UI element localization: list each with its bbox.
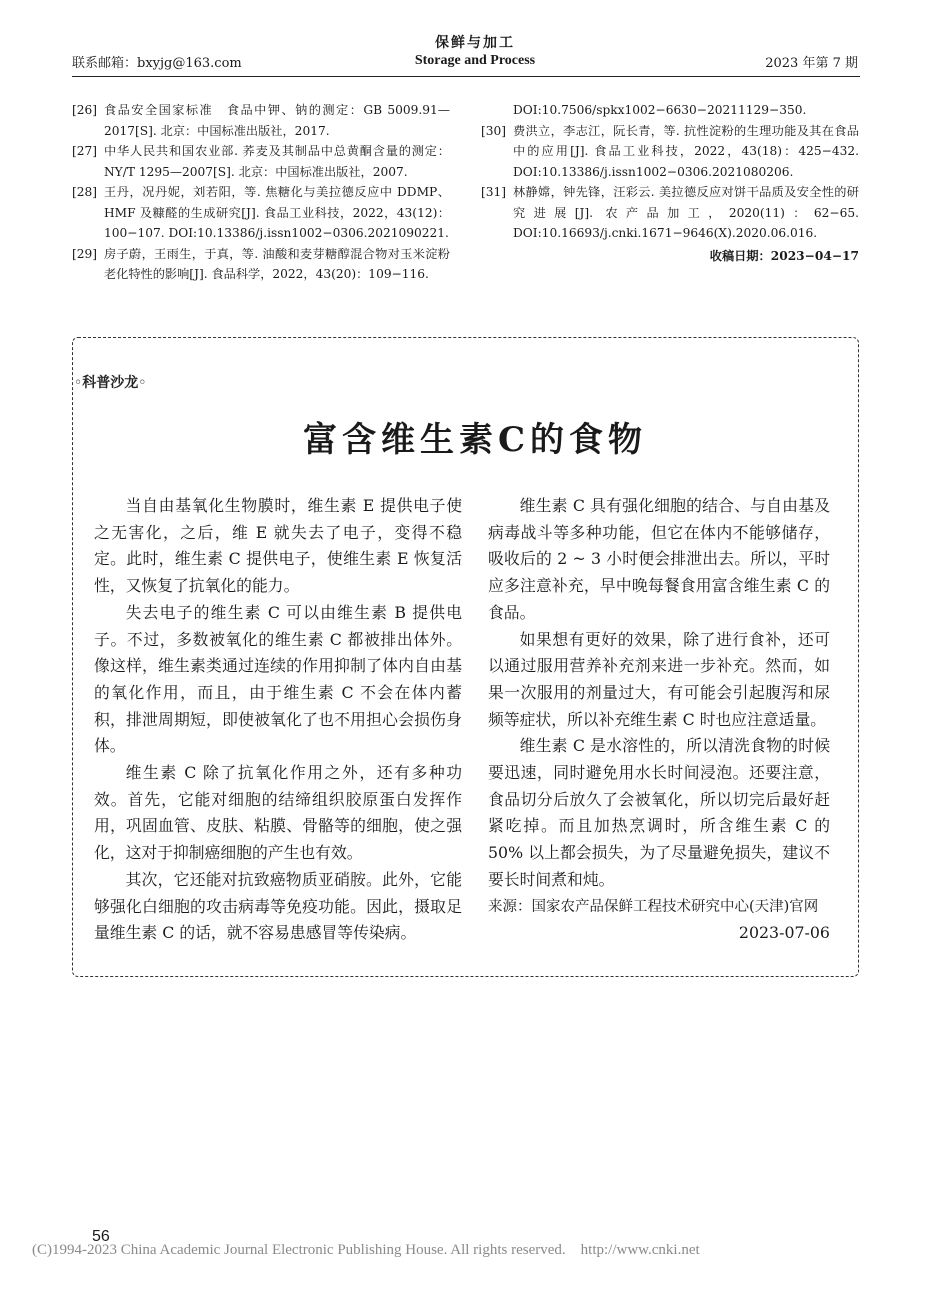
reference-text: DOI:10.7506/spkx1002−6630−20211129−350. <box>513 103 807 117</box>
article-paragraph: 当自由基氧化生物膜时，维生素 E 提供电子使之无害化，之后，维 E 就失去了电子，变得不稳定。此时，维生素 C 提供电子，使维生素 E 恢复活性，又恢复了抗氧化的能力。 <box>94 496 462 596</box>
reference-text: 费洪立，李志江，阮长青，等. 抗性淀粉的生理功能及其在食品中的应用[J]. 食品工业科技，2022，43(18)：425−432. DOI:10.13386/j.issn1002−0306.2021080206. <box>513 123 859 179</box>
reference-text: 中华人民共和国农业部. 荞麦及其制品中总黄酮含量的测定：NY/T 1295—2007[S]. 北京：中国标准出版社，2007. <box>104 144 450 179</box>
reference-text: 食品安全国家标准 食品中钾、钠的测定：GB 5009.91—2017[S]. 北京：中国标准出版社，2017. <box>104 103 450 138</box>
reference-number: [26] <box>72 103 98 117</box>
article-paragraph: 维生素 C 具有强化细胞的结合、与自由基及病毒战斗等多种功能，但它在体内不能够储存，吸收后的 2 ~ 3 小时便会排泄出去。所以，平时应多注意补充，早中晚每餐食用富含维生素 C 的食品。 <box>488 496 830 622</box>
article-paragraph: 如果想有更好的效果，除了进行食补，还可以通过服用营养补充剂来进一步补充。然而，如果一次服用的剂量过大，有可能会引起腹泻和尿频等症状，所以补充维生素 C 时也应注意适量。 <box>488 629 830 729</box>
article-date: 2023-07-06 <box>738 923 830 943</box>
reference-number: [27] <box>72 144 98 158</box>
article-title: 富含维生素C的食物 <box>302 420 648 460</box>
journal-title-en: Storage and Process <box>414 53 536 68</box>
article-left-column <box>94 493 462 947</box>
reference-item <box>72 141 450 182</box>
article-paragraph: 失去电子的维生素 C 可以由维生素 B 提供电子。不过，多数被氧化的维生素 C 都被排出体外。像这样，维生素类通过连续的作用抑制了体内自由基的氧化作用，而且，由于维生素 C 不会在体内蓄积，排泄周期短，即使被氧化了也不用担心会损伤身体。 <box>94 602 462 756</box>
reference-number <box>481 100 513 121</box>
references-left-column <box>72 100 450 285</box>
article-paragraph: 维生素 C 是水溶性的，所以清洗食物的时候要迅速，同时避免用水长时间浸泡。还要注意，食品切分后放久了会被氧化，所以切完后最好赶紧吃掉。而且加热烹调时，所含维生素 C 的 50% 以上都会损失，为了尽量避免损失，建议不要长时间煮和炖。 <box>488 736 830 889</box>
reference-text: 王丹，况丹妮，刘若阳，等. 焦糖化与美拉德反应中 DDMP、HMF 及糠醛的生成研究[J]. 食品工业科技，2022，43(12)：100−107. DOI:10.13386/j.issn1002−0306.2021090221. <box>104 185 450 240</box>
reference-item <box>72 100 450 141</box>
reference-item <box>72 182 450 244</box>
journal-title-cn: 保鲜与加工 <box>435 35 515 51</box>
copyright-footer: (C)1994-2023 China Academic Journal Electronic Publishing House. All rights reserved. http://www.cnki.net <box>32 1242 700 1258</box>
reference-text: 林静嫦，钟先锋，汪彩云. 美拉德反应对饼干品质及安全性的研究进展[J]. 农产品加工，2020(11)：62−65. DOI:10.16693/j.cnki.1671−9646(X).2020.06.016. <box>513 185 859 240</box>
header-contact: 联系邮箱：bxyjg@163.com <box>72 56 242 71</box>
reference-number: [29] <box>72 246 98 261</box>
issue-info: 2023 年第 7 期 <box>765 56 858 71</box>
article-paragraph: 维生素 C 除了抗氧化作用之外，还有多种功效。首先，它能对细胞的结缔组织胶原蛋白发挥作用，巩固血管、皮肤、粘膜、骨骼等的细胞，使之强化，这对于抑制癌细胞的产生也有效。 <box>94 763 462 863</box>
received-date: 收稿日期：2023−04−17 <box>709 248 859 263</box>
reference-number: [30] <box>481 123 507 138</box>
reference-number: [31] <box>481 185 507 199</box>
references-right-column <box>481 100 859 266</box>
article-paragraph: 其次，它还能对抗致癌物质亚硝胺。此外，它能够强化白细胞的攻击病毒等免疫功能。因此，摄取足量维生素 C 的话，就不容易患感冒等传染病。 <box>94 869 462 943</box>
page-number: 56 <box>92 1228 110 1245</box>
header-rule <box>72 76 860 77</box>
reference-text: 房子蔚，王雨生，于真，等. 油酸和麦芽糖醇混合物对玉米淀粉老化特性的影响[J]. 食品科学，2022，43(20)：109−116. <box>104 246 450 281</box>
reference-item <box>72 244 450 285</box>
section-tag: ◦科普沙龙◦ <box>74 375 147 391</box>
reference-item <box>481 121 859 183</box>
article-right-column <box>488 493 830 947</box>
article-source: 来源：国家农产品保鲜工程技术研究中心(天津)官网 <box>488 898 819 915</box>
reference-item <box>481 100 859 121</box>
reference-number: [28] <box>72 185 98 199</box>
reference-item <box>481 182 859 244</box>
